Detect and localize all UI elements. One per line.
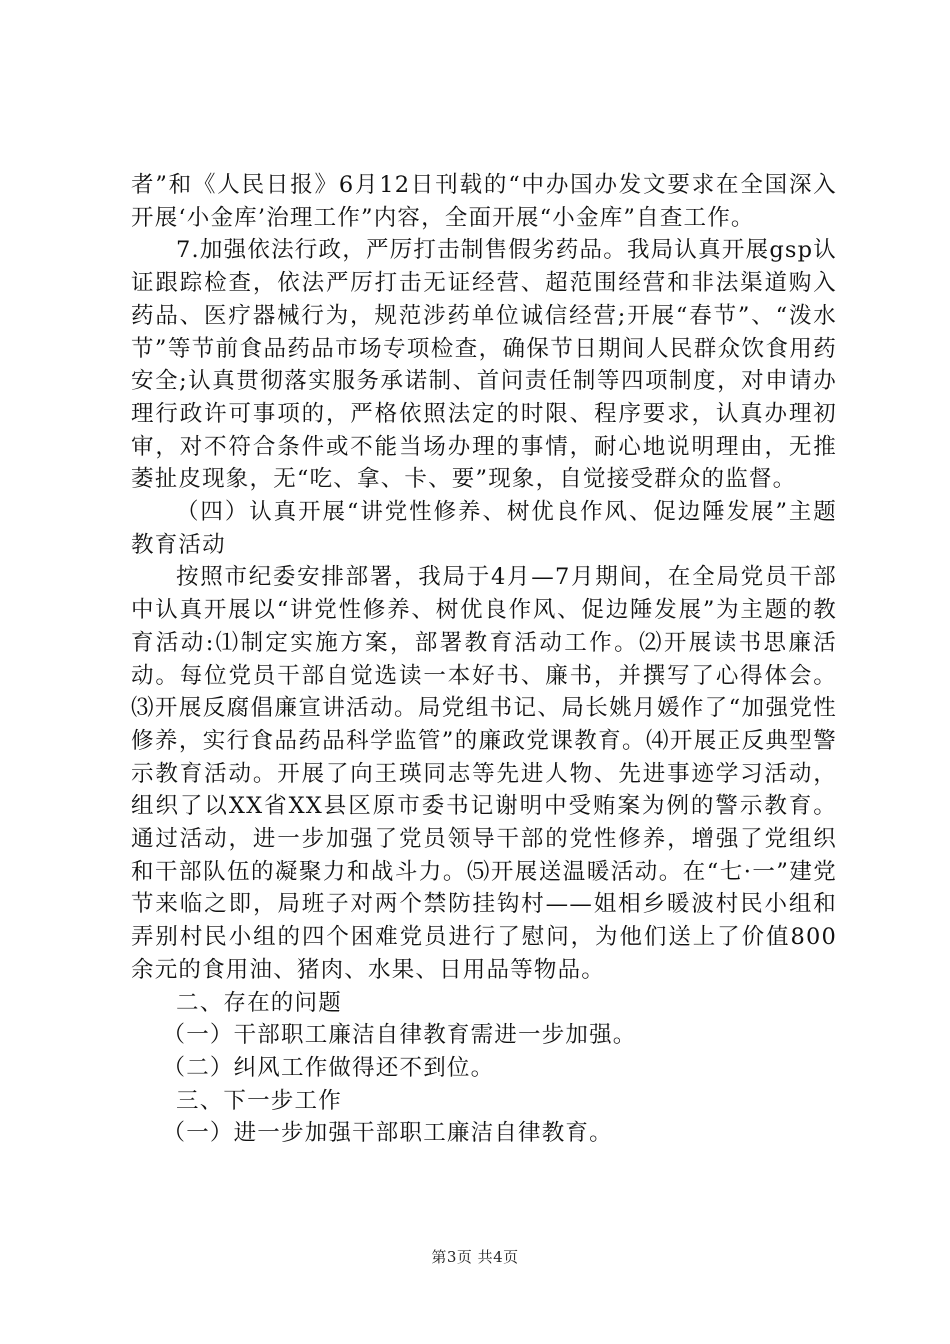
heading-next-steps: 三、下一步工作 bbox=[176, 1087, 342, 1114]
problem-item-2: （二）纠风工作做得还不到位。 bbox=[162, 1054, 495, 1081]
next-step-item-1: （一）进一步加强干部职工廉洁自律教育。 bbox=[162, 1120, 613, 1147]
paragraph-xiaojinku: 者”和《人民日报》6月12日刊载的“中办国办发文要求在全国深入开展‘小金库’治理工作”内容，全面开展“小金库”自查工作。 bbox=[131, 172, 837, 231]
page-number-footer: 第3页 共4页 bbox=[431, 1248, 519, 1266]
heading-problems: 二、存在的问题 bbox=[176, 989, 342, 1016]
paragraph-education-activity: 按照市纪委安排部署，我局于4月—7月期间，在全局党员干部中认真开展以“讲党性修养、树优良作风、促边陲发展”为主题的教育活动:⑴制定实施方案，部署教育活动工作。⑵开展读书思廉活动。每位党员干部自觉选读一本好书、廉书，并撰写了心得体会。⑶开展反腐倡廉宣讲活动。局党组书记、局长姚月媛作了“加强党性修养，实行食品药品科学监管”的廉政党课教育。⑷开展正反典型警示教育活动。开展了向王瑛同志等先进人物、先进事迹学习活动，组织了以XX省XX县区原市委书记谢明中受贿案为例的警示教育。通过活动，进一步加强了党员领导干部的党性修养，增强了党组织和干部队伍的凝聚力和战斗力。⑸开展送温暖活动。在“七·一”建党节来临之即，局班子对两个禁防挂钩村——姐相乡暖波村民小组和弄别村民小组的四个困难党员进行了慰问，为他们送上了价值800余元的食用油、猪肉、水果、日用品等物品。 bbox=[131, 564, 837, 983]
document-body bbox=[131, 169, 837, 1150]
problem-item-1: （一）干部职工廉洁自律教育需进一步加强。 bbox=[162, 1022, 637, 1049]
section-heading-4: （四）认真开展“讲党性修养、树优良作风、促边陲发展”主题教育活动 bbox=[131, 499, 837, 558]
paragraph-item-7: 7.加强依法行政，严厉打击制售假劣药品。我局认真开展gsp认证跟踪检查，依法严厉打击无证经营、超范围经营和非法渠道购入药品、医疗器械行为，规范涉药单位诚信经营;开展“春节”、“泼水节”等节前食品药品市场专项检查，确保节日期间人民群众饮食用药安全;认真贯彻落实服务承诺制、首问责任制等四项制度，对申请办理行政许可事项的，严格依照法定的时限、程序要求，认真办理初审，对不符合条件或不能当场办理的事情，耐心地说明理由，无推萎扯皮现象，无“吃、拿、卡、要”现象，自觉接受群众的监督。 bbox=[131, 237, 837, 493]
